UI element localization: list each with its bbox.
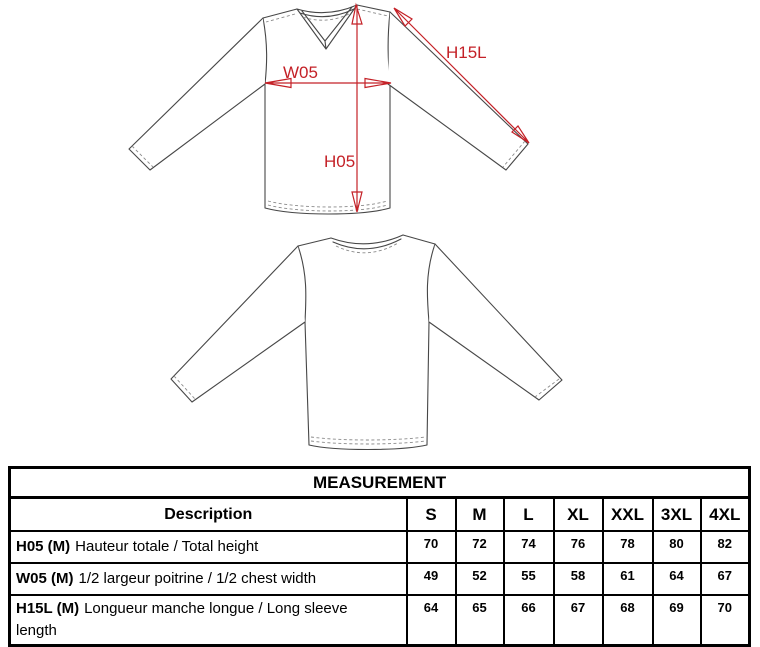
measurement-value: 68 [603,595,653,645]
table-header-row [10,498,750,532]
measurement-value: 49 [407,563,456,595]
chest-width-label: W05 [283,63,318,82]
back-left-shoulder-seam [298,238,331,246]
measurement-value: 82 [701,531,750,563]
table-title: MEASUREMENT [10,468,750,498]
measurement-value: 69 [653,595,701,645]
measurement-value: 70 [407,531,456,563]
measurement-code: H15L (M) [16,600,80,617]
measurement-code: H05 (M) [16,538,71,556]
back-body-outline [298,244,435,450]
table-row-sleeve-length [10,595,750,645]
size-column-header-4xl: 4XL [701,498,750,532]
back-right-shoulder-seam [403,235,435,244]
measurement-label: 1/2 largeur poitrine / 1/2 chest width [78,570,317,588]
measurement-value: 72 [456,531,504,563]
measurement-value: 80 [653,531,701,563]
measurement-value: 65 [456,595,504,645]
measurement-value: 64 [653,563,701,595]
measurement-table [8,466,751,647]
sleeve-length-label: H15L [446,43,487,62]
measurement-label: Hauteur totale / Total height [75,538,259,556]
measurement-value: 66 [504,595,554,645]
table-row-total-height [10,531,750,563]
measurement-value: 58 [554,563,603,595]
size-column-header-xl: XL [554,498,603,532]
measurement-description [10,563,407,595]
front-right-shoulder-seam [357,5,390,12]
back-view-drawing [171,235,562,450]
front-left-sleeve [129,18,265,170]
total-height-label: H05 [324,152,356,171]
front-right-sleeve [388,12,528,170]
description-column-header: Description [10,498,407,532]
measurement-description [10,531,407,563]
front-view-drawing [129,5,529,214]
measurement-description [10,595,407,645]
measurement-value: 78 [603,531,653,563]
measurement-label: Longueur manche longue / Long sleeve length [16,600,348,639]
table-row-chest-width [10,563,750,595]
measurement-value: 74 [504,531,554,563]
size-column-header-l: L [504,498,554,532]
measurement-value: 64 [407,595,456,645]
measurement-value: 67 [701,563,750,595]
size-column-header-s: S [407,498,456,532]
measurement-code: W05 (M) [16,570,74,588]
measurement-value: 52 [456,563,504,595]
measurement-value: 67 [554,595,603,645]
table-title-row [10,468,750,498]
back-left-sleeve [171,246,305,402]
size-column-header-xxl: XXL [603,498,653,532]
measurement-value: 76 [554,531,603,563]
size-column-header-3xl: 3XL [653,498,701,532]
front-body-outline [263,12,390,214]
measurement-value: 70 [701,595,750,645]
measurement-value: 55 [504,563,554,595]
size-column-header-m: M [456,498,504,532]
measurement-value: 61 [603,563,653,595]
back-right-sleeve [429,244,562,400]
